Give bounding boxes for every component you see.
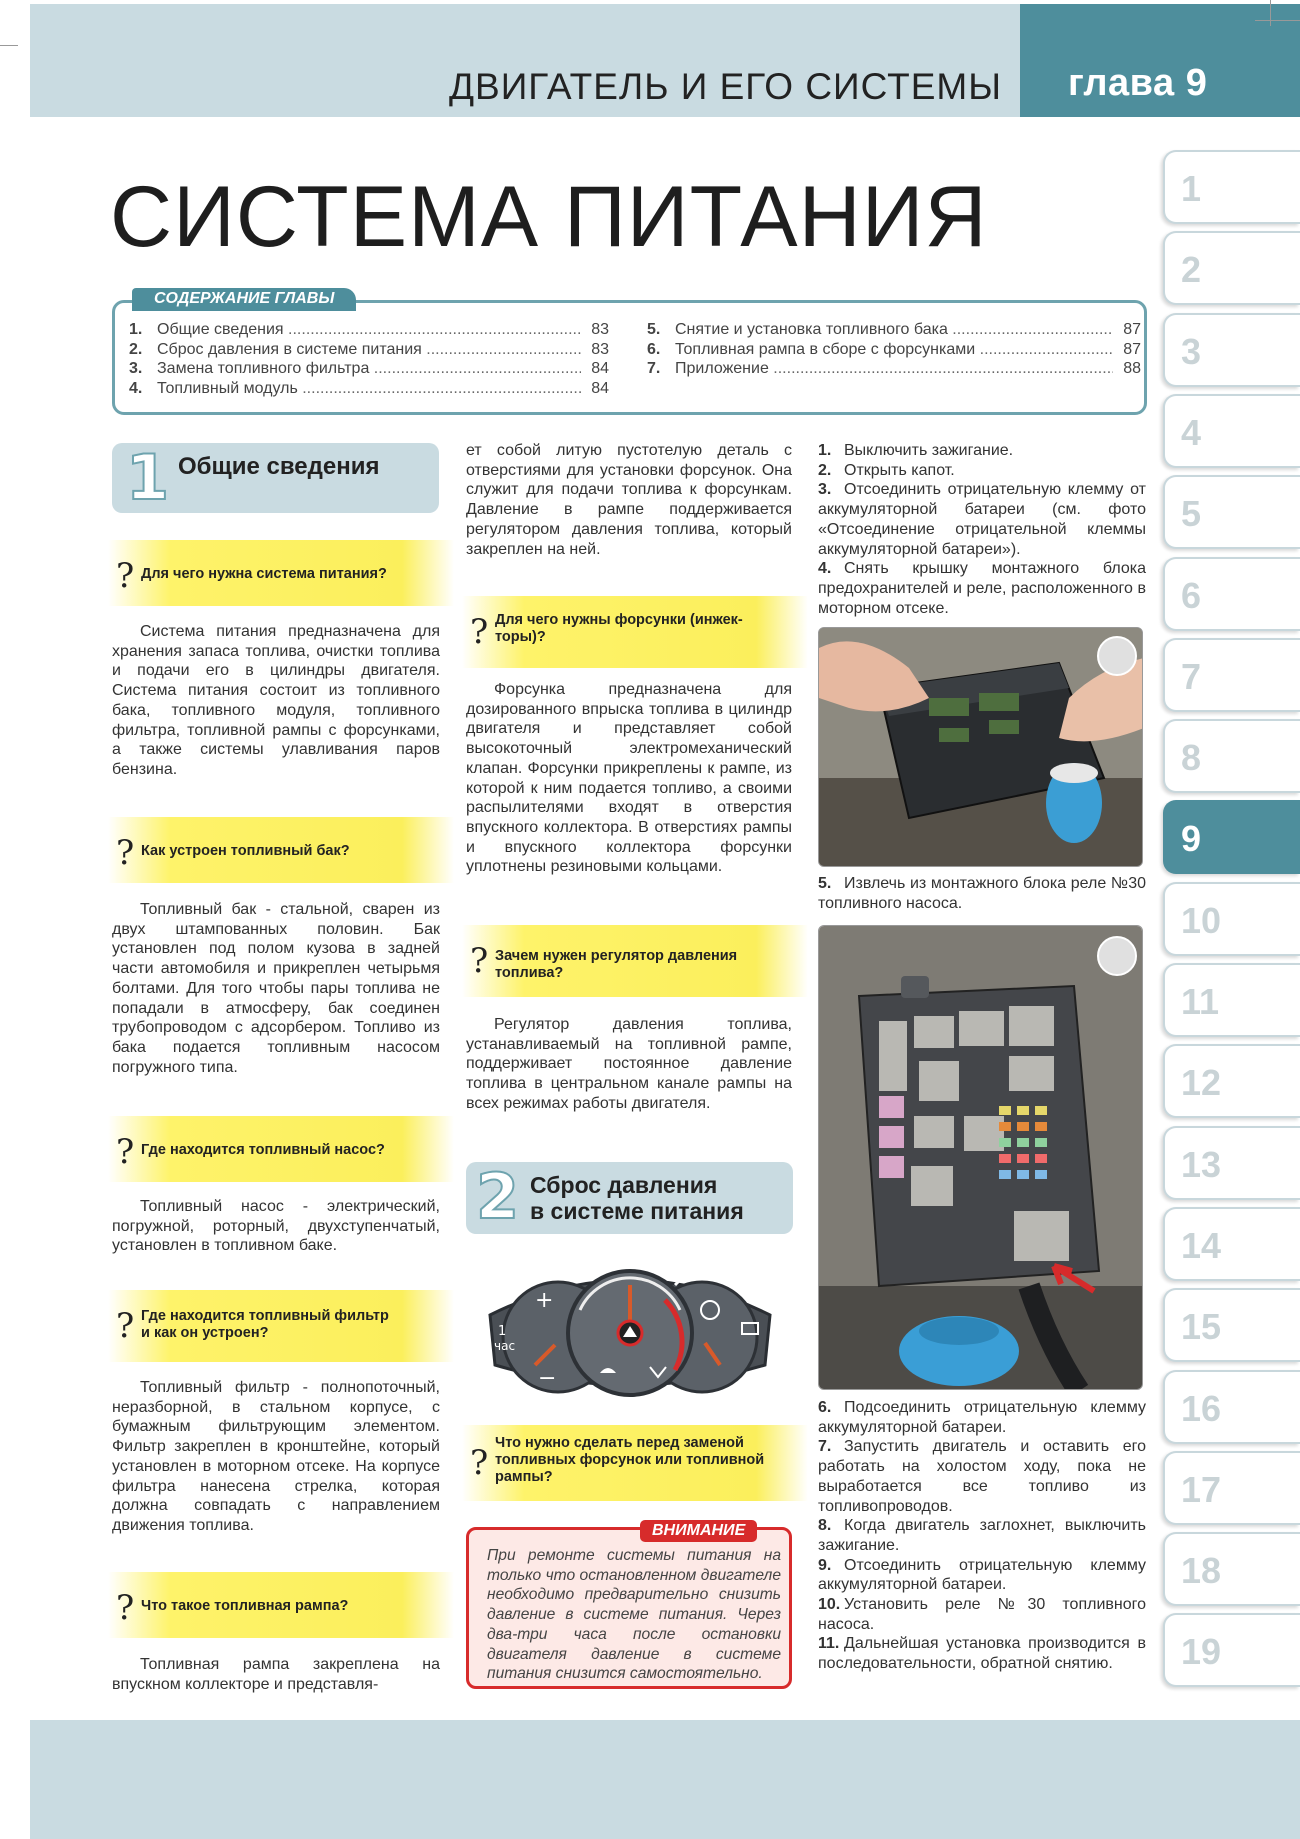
chapter-tab[interactable] [1163,557,1300,631]
question-icon: ? [116,833,135,873]
chapter-tab[interactable] [1163,394,1300,468]
toc-item[interactable]: 3. Замена топливного фильтра ..... 84 [129,359,609,379]
step-item: 6. Подсоединить отрицательную клемму аккумуляторной батареи. [818,1399,1146,1436]
paragraph: Регулятор давления топлива, устанавливаемый на топливной рампе, поддерживает постоянное давление топлива в центральном канале рампы на всех режимах работы двигателя. [466,1016,792,1112]
chapter-tab-label: 7 [1181,655,1202,697]
question-box [462,596,808,668]
question-icon: ? [470,612,489,652]
toc-item[interactable]: 4. Топливный модуль ..... 84 [129,379,609,399]
chapter-tab-label: 18 [1181,1550,1222,1592]
svg-text:+: + [535,1288,554,1313]
toc-label: СОДЕРЖАНИЕ ГЛАВЫ [132,288,356,311]
dashboard-illustration [480,1255,780,1405]
step-item: 9. Отсоединить отрицательную клемму аккумуляторной батареи. [818,1556,1146,1594]
svg-text:−: − [538,1366,557,1391]
toc-item[interactable]: 7. Приложение ..... 88 [647,359,1141,379]
chapter-tab-label: 11 [1181,981,1220,1022]
chapter-tab[interactable] [1163,231,1300,305]
question-text: Что такое топливная рампа? [141,1598,349,1614]
toc-item[interactable]: 2. Сброс давления в системе питания ..... 83 [129,340,609,360]
chapter-tab[interactable] [1163,1044,1300,1118]
chapter-tab[interactable] [1163,1532,1300,1606]
chapter-tab[interactable] [1163,1370,1300,1444]
chapter-tab-label: 12 [1181,1062,1222,1104]
step-item: 7. Запустить двигатель и оставить его работать на холостом ходу, пока не выработается все топливо из топливопроводов. [818,1438,1146,1515]
step-item: 3. Отсоединить отрицательную клемму от аккумуляторной батареи (см. фото «Отсоединение отрицательной клеммы аккумуляторной батареи»). [818,481,1146,558]
paragraph: Топливный фильтр - полнопоточный, неразборной, в стальном корпусе, с бумажным фильтрующим элементом. Фильтр закреплен в кронштейне, который установлен в моторном отсеке. На корпусе фильтра нанесена стрелка, которая должна совпадать с направлением движения топлива. [112,1379,440,1534]
question-box [462,1425,808,1501]
chapter-tab-label: 3 [1181,330,1202,372]
gauge-label: 1 [498,1324,507,1339]
question-icon: ? [116,1588,135,1628]
step-item: 10. Установить реле №30 топливного насоса. [818,1596,1146,1633]
chapter-tab[interactable] [1163,313,1300,387]
section-2-header [466,1162,793,1234]
chapter-tab-label: 16 [1181,1387,1222,1429]
step-item: 8. Когда двигатель заглохнет, выключить зажигание. [818,1517,1146,1554]
step-item: 4. Снять крышку монтажного блока предохранителей и реле, расположенного в моторном отсеке. [818,560,1146,617]
question-icon: ? [116,1306,135,1346]
chapter-tab[interactable] [1163,638,1300,712]
warning-label: ВНИМАНИЕ [640,1520,757,1542]
chapter-tab-label: 15 [1181,1306,1222,1348]
steps-list [818,1398,1146,1674]
chapter-tab[interactable] [1163,1613,1300,1687]
chapter-tab[interactable] [1163,1126,1300,1200]
chapter-tab[interactable] [1163,882,1300,956]
question-text: Для чего нужна система питания? [141,566,387,582]
registration-mark [0,45,18,46]
chapter-tab-label: 6 [1181,574,1202,616]
step-item: 5. Извлечь из монтажного блока реле №30 топливного насоса. [818,875,1146,912]
chapter-tab[interactable] [1163,1207,1300,1281]
question-box [462,925,808,997]
chapter-tab-label: 1 [1181,168,1202,209]
warning-text: При ремонте системы питания на только что остановленном двигателе необходимо предварительно снизить давление в системе питания. Через два-три часа после остановки двигателя давление в системе питания снизится самостоятельно. [487,1547,781,1683]
paragraph: ет собой литую пустотелую деталь с отверстиями для установки форсунок. Она служит для подачи топлива к форсункам. Давление в рампе поддерживается регулятором давления топлива, который закреплен на ней. [466,442,792,558]
chapter-tab[interactable] [1163,800,1300,874]
chapter-tab-label: 19 [1181,1631,1222,1673]
toc-column-left [129,320,609,398]
chapter-tab-label: 8 [1181,737,1202,779]
chapter-tab-label: 13 [1181,1143,1222,1185]
question-text: Как устроен топливный бак? [141,843,350,859]
question-box [108,1116,454,1182]
question-text: Где находится топливный фильтр и как он устроен? [141,1308,389,1341]
steps-list [818,874,1146,913]
chapter-tab[interactable] [1163,475,1300,549]
toc-item[interactable]: 6. Топливная рампа в сборе с форсунками ..... 87 [647,340,1141,360]
chapter-tab-label: 14 [1181,1224,1222,1266]
paragraph: Топливный насос - электрический, погружной, роторный, двухступенчатый, установлен в топливном баке. [112,1198,440,1255]
step-item: 2. Открыть капот. [818,461,955,479]
warning-box [466,1527,792,1689]
paragraph: Форсунка предназначена для дозированного впрыска топлива в цилиндр двигателя и представляет собой высокоточный электромеханический клапан. Форсунки прикреплены к рампе, из которой к ним подается топливо, а своими распылителями входят в отверстия впускного коллектора. В отверстиях рампы и впускного коллектора форсунки уплотнены резиновыми кольцами. [466,681,792,876]
chapter-tab-label: 2 [1181,249,1202,291]
toc-column-right [647,320,1141,379]
publisher-logo-icon [1097,936,1137,976]
chapter-tab[interactable] [1163,1288,1300,1362]
gauge-label: час [494,1339,516,1353]
registration-mark [1255,20,1300,21]
photo-fuse-box-cover [818,627,1143,867]
footer-band [30,1720,1300,1839]
chapter-tab[interactable] [1163,1451,1300,1525]
section-number: 1 [126,441,170,514]
chapter-tab[interactable] [1163,719,1300,793]
step-item: 11. Дальнейшая установка производится в последовательности, обратной снятию. [818,1635,1146,1673]
page-title: СИСТЕМА ПИТАНИЯ [110,169,988,265]
question-box [108,817,454,883]
chapter-label: глава 9 [1068,62,1208,104]
question-box [108,1572,454,1638]
question-box [108,540,454,606]
photo-fuse-box-relay [818,925,1143,1390]
question-text: Что нужно сделать перед заменой топливных форсунок или топливной рампы? [495,1435,765,1485]
step-item: 1. Выключить зажигание. [818,442,1014,459]
publisher-logo-icon [1097,636,1137,676]
chapter-tab-label: 5 [1181,493,1202,535]
section-number: 2 [476,1160,520,1233]
chapter-tab-label: 9 [1181,818,1202,860]
question-icon: ? [470,1443,489,1483]
question-icon: ? [116,556,135,596]
registration-mark [1270,0,1271,26]
chapter-tab-label: 4 [1181,411,1202,453]
paragraph: Система питания предназначена для хранения запаса топлива, очистки топлива и подачи его в цилиндры двигателя. Система питания состоит из топливного бака, топливного модуля, топливного фильтра, топливной рампы с форсунками, а также системы улавливания паров бензина. [112,623,440,778]
chapter-tab-label: 17 [1181,1468,1222,1510]
question-icon: ? [470,941,489,981]
paragraph: Топливная рампа закреплена на впускном коллекторе и представля- [112,1656,440,1693]
question-text: Зачем нужен регулятор давления топлива? [495,948,738,981]
question-box [108,1290,454,1362]
section-1-header [112,443,439,513]
steps-list [818,441,1146,618]
table-of-contents [112,300,1147,415]
chapter-tab[interactable] [1163,150,1300,224]
header-band [30,4,1020,117]
chapter-tab-label: 10 [1181,899,1222,941]
section-title: Сброс давления в системе питания [530,1172,744,1224]
paragraph: Топливный бак - стальной, сварен из двух штампованных половин. Бак установлен под полом кузова в задней части автомобиля и прикреплен четырьмя болтами. Для того чтобы пары топлива не попадали в атмосферу, бак соединен трубопроводом с адсорбером. Топливо из бака подается топливным насосом погружного типа. [112,901,440,1076]
toc-item[interactable]: 5. Снятие и установка топливного бака ..... 87 [647,320,1141,340]
chapter-tab[interactable] [1163,963,1300,1037]
section-title: ДВИГАТЕЛЬ И ЕГО СИСТЕМЫ [448,66,1002,107]
question-icon: ? [116,1132,135,1172]
question-text: Где находится топливный насос? [141,1142,385,1158]
question-text: Для чего нужны форсунки (инжек- торы)? [495,612,743,645]
section-title: Общие сведения [178,453,380,480]
toc-item[interactable]: 1. Общие сведения ..... 83 [129,320,609,340]
